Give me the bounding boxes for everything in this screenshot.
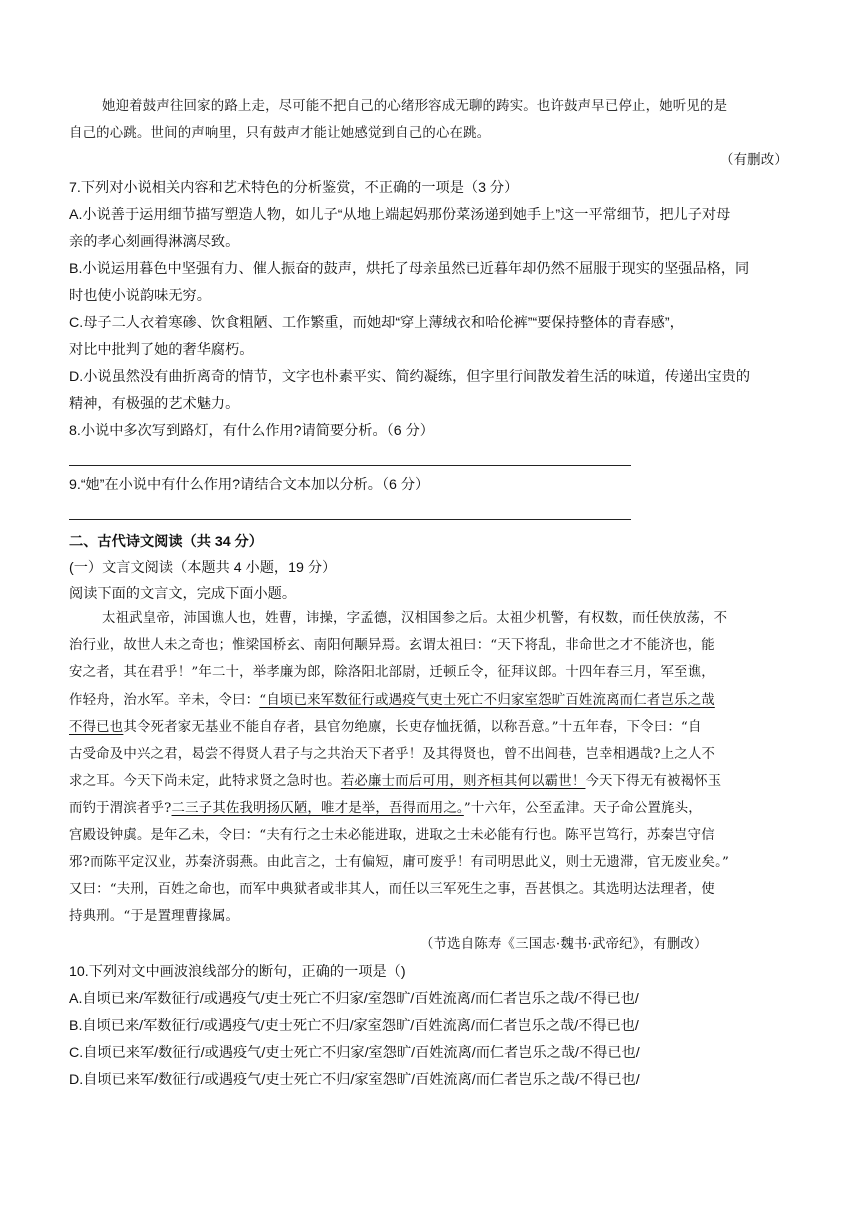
section-2-subsection-title: (一）文言文阅读（本题共 4 小题，19 分） — [69, 560, 337, 576]
question-9-answer-line[interactable] — [69, 519, 631, 520]
story-paragraph-line-2: 自己的心跳。世间的声响里，只有鼓声才能让她感觉到自己的心在跳。 — [69, 126, 491, 141]
question-9-stem: 9.“她”在小说中有什么作用?请结合文本加以分析。（6 分） — [69, 477, 430, 493]
story-source-note: （有删改） — [720, 153, 788, 168]
classical-text-line-11: 又曰：“夫刑，百姓之命也，而军中典狱者或非其人，而任以三军死生之事，吾甚惧之。其选明达法理者，使 — [69, 882, 715, 897]
classical-text-line-8-end: ”十六年，公至孟津。天子命公置旄头， — [463, 801, 702, 816]
classical-text-line-7 — [69, 769, 721, 796]
question-10-option-b: B.自顷已来/军数征行/或遇疫气/吏士死亡不归/家室怨旷/百姓流离/而仁者岂乐之哉/不得已也/ — [69, 1018, 639, 1034]
classical-text-line-9: 宫殿设钟虡。是年乙未，令曰：“夫有行之士未必能进取，进取之士未必能有行也。陈平岂笃行，苏秦岂守信 — [69, 828, 715, 843]
classical-text-line-7-end: 今天下得无有被褐怀玉 — [585, 774, 722, 789]
classical-text-line-2: 治行业，故世人未之奇也；惟梁国桥玄、南阳何颙异焉。玄谓太祖曰：“天下将乱，非命世之才不能济也，能 — [69, 638, 715, 653]
wavy-underlined-sentence-part-2: 不得已也 — [69, 720, 124, 735]
question-10-option-d: D.自顷已来军/数征行/或遇疫气/吏士死亡不归/家室怨旷/百姓流离/而仁者岂乐之哉/不得已也/ — [69, 1072, 640, 1088]
classical-text-line-8 — [69, 796, 702, 823]
underlined-sentence-1: 若必廉士而后可用，则齐桓其何以霸世！ — [340, 774, 586, 789]
question-7-option-c-line-1: C.母子二人衣着寒碜、饮食粗陋、工作繁重，而她却“穿上薄绒衣和哈伦裤”“要保持整体的青春感”， — [69, 315, 684, 331]
question-8-stem: 8.小说中多次写到路灯，有什么作用?请简要分析。（6 分） — [69, 423, 434, 439]
classical-text-line-1: 太祖武皇帝，沛国谯人也，姓曹，讳操，字孟德，汉相国参之后。太祖少机警，有权数，而任侠放荡，不 — [102, 611, 728, 626]
question-7-option-a-line-1: A.小说善于运用细节描写塑造人物，如儿子“从地上端起妈那份菜汤递到她手上”这一平常细节，把儿子对母 — [69, 207, 731, 223]
question-7-option-b-line-1: B.小说运用暮色中坚强有力、催人振奋的鼓声，烘托了母亲虽然已近暮年却仍然不屈服于现实的坚强品格，同 — [69, 261, 750, 277]
story-paragraph-line-1: 她迎着鼓声往回家的路上走，尽可能不把自己的心绪形容成无聊的踌实。也许鼓声早已停止，她听见的是 — [102, 99, 728, 114]
question-7-option-c-line-2: 对比中批判了她的奢华腐朽。 — [69, 342, 254, 358]
classical-text-line-10: 邪?而陈平定汉业，苏秦济弱燕。由此言之，士有偏短，庸可废乎！有司明思此义，则士无遗滞，官无废业矣。” — [69, 855, 730, 870]
question-7-option-b-line-2: 时也使小说韵味无穷。 — [69, 288, 211, 304]
classical-text-line-3: 安之者，其在君乎！”年二十，举孝廉为郎，除洛阳北部尉，迁顿丘令，征拜议郎。十四年春三月，军至谯， — [69, 665, 715, 680]
question-7-option-a-line-2: 亲的孝心刻画得淋漓尽致。 — [69, 234, 240, 250]
classical-text-line-12: 持典刑。“于是置理曹掾属。 — [69, 909, 240, 924]
classical-text-line-5 — [69, 715, 702, 742]
section-2-title: 二、古代诗文阅读（共 34 分） — [69, 534, 263, 550]
wavy-underlined-sentence-part-1: “自顷已来军数征行或遇疫气吏士死亡不归家室怨旷百姓流离而仁者岂乐之哉 — [259, 693, 715, 708]
classical-text-line-8-plain: 而钓于渭滨者乎? — [69, 801, 172, 816]
classical-text-line-4-plain: 作轻舟，治水军。辛未，令曰： — [69, 693, 260, 708]
classical-text-source: （节选自陈寿《三国志·魏书·武帝纪》，有删改） — [420, 937, 708, 952]
classical-text-line-6: 古受命及中兴之君，曷尝不得贤人君子与之共治天下者乎！及其得贤也，曾不出闾巷，岂幸相遇哉?上之人不 — [69, 747, 716, 762]
question-8-answer-line[interactable] — [69, 465, 631, 466]
question-7-option-d-line-1: D.小说虽然没有曲折离奇的情节，文字也朴素平实、简约凝练，但字里行间散发着生活的味道，传递出宝贵的 — [69, 369, 751, 385]
question-7-option-d-line-2: 精神，有极强的艺术魅力。 — [69, 396, 240, 412]
section-2-instruction: 阅读下面的文言文，完成下面小题。 — [69, 586, 297, 602]
classical-text-line-5-plain: 其令死者家无基业不能自存者，县官勿绝廪，长吏存恤抚循，以称吾意。”十五年春，下令曰：“自 — [123, 720, 702, 735]
question-10-option-a: A.自顷已来/军数征行/或遇疫气/吏士死亡不归家/室怨旷/百姓流离/而仁者岂乐之哉/不得已也/ — [69, 991, 639, 1007]
classical-text-line-7-plain: 求之耳。今天下尚未定，此特求贤之急时也。 — [69, 774, 341, 789]
underlined-sentence-2: 二三子其佐我明扬仄陋，唯才是举，吾得而用之。 — [171, 801, 464, 816]
question-10-stem: 10.下列对文中画波浪线部分的断句，正确的一项是（) — [69, 964, 406, 980]
question-10-option-c: C.自顷已来军/数征行/或遇疫气/吏士死亡不归家/室怨旷/百姓流离/而仁者岂乐之哉/不得已也/ — [69, 1045, 640, 1061]
question-7-stem: 7.下列对小说相关内容和艺术特色的分析鉴赏，不正确的一项是（3 分） — [69, 180, 519, 196]
classical-text-line-4 — [69, 688, 715, 715]
